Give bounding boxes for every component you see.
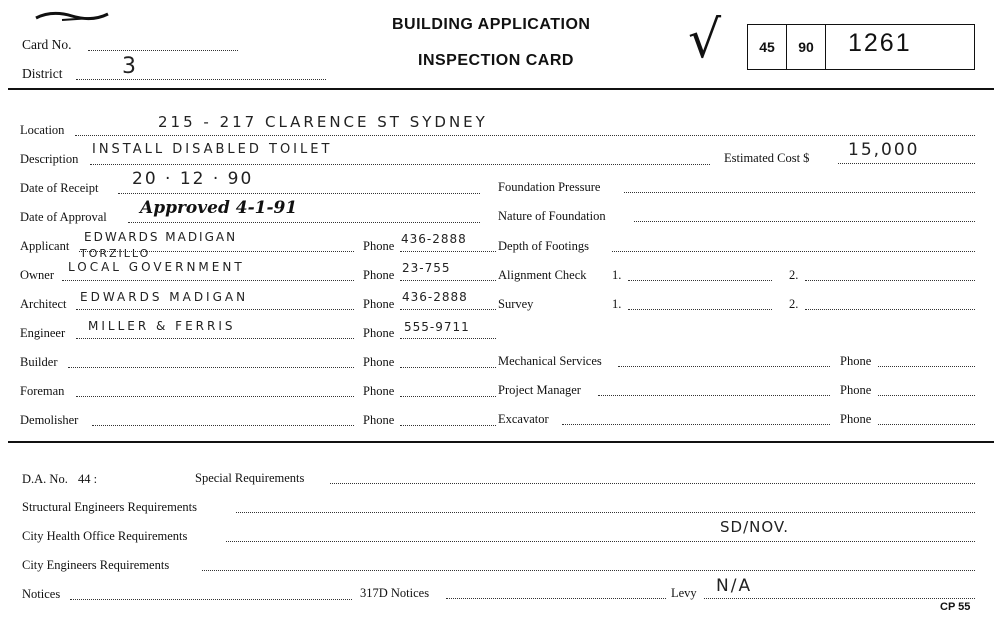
- owner-line: [62, 280, 354, 281]
- levy-label: Levy: [671, 586, 697, 600]
- architect-value: EDWARDS MADIGAN: [80, 290, 249, 304]
- owner-phone-line: [400, 280, 496, 281]
- engineer-line: [76, 338, 354, 339]
- mechanical-phone-line: [878, 366, 975, 367]
- engineer-phone-label: Phone: [363, 326, 395, 340]
- alignment-check-2: 2.: [789, 268, 799, 282]
- project-manager-phone-line: [878, 395, 975, 396]
- notices-label: Notices: [22, 587, 61, 601]
- foundation-pressure-label: Foundation Pressure: [498, 180, 601, 194]
- header-divider: [8, 88, 994, 90]
- form-code: CP 55: [940, 601, 971, 613]
- mechanical-line: [618, 366, 830, 367]
- date-approval-value: Approved 4-1-91: [140, 198, 298, 218]
- da-no-value: 44 :: [78, 472, 98, 486]
- location-line: [75, 135, 975, 136]
- title-line1: BUILDING APPLICATION: [392, 16, 591, 33]
- health-line: [226, 541, 975, 542]
- special-requirements-line: [330, 483, 975, 484]
- depth-footings-label: Depth of Footings: [498, 239, 589, 253]
- builder-phone-label: Phone: [363, 355, 395, 369]
- tick-mark: √: [688, 10, 722, 70]
- owner-phone-value: 23-755: [402, 261, 451, 275]
- foreman-phone-line: [400, 396, 496, 397]
- card-no-line: [88, 50, 238, 51]
- demolisher-phone-line: [400, 425, 496, 426]
- health-value: SD/NOV.: [720, 518, 789, 536]
- alignment-check-label: Alignment Check: [498, 268, 587, 282]
- alignment-check-line-2: [805, 280, 975, 281]
- box-number: 1261: [848, 29, 912, 57]
- excavator-label: Excavator: [498, 412, 549, 426]
- location-value: 215 - 217 CLARENCE ST SYDNEY: [158, 113, 488, 131]
- builder-phone-line: [400, 367, 496, 368]
- estimated-cost-label: Estimated Cost $: [724, 151, 810, 165]
- depth-footings-line: [612, 251, 975, 252]
- owner-phone-label: Phone: [363, 268, 395, 282]
- builder-line: [68, 367, 354, 368]
- architect-phone-label: Phone: [363, 297, 395, 311]
- estimated-cost-value: 15,000: [848, 140, 920, 160]
- owner-value: LOCAL GOVERNMENT: [68, 260, 245, 274]
- district-label: District: [22, 66, 63, 81]
- structural-label: Structural Engineers Requirements: [22, 500, 197, 514]
- notices-317d-label: 317D Notices: [360, 586, 430, 600]
- survey-1: 1.: [612, 297, 622, 311]
- da-no-label: D.A. No.: [22, 472, 68, 486]
- applicant-label: Applicant: [20, 239, 70, 253]
- architect-label: Architect: [20, 297, 67, 311]
- builder-label: Builder: [20, 355, 58, 369]
- special-requirements-label: Special Requirements: [195, 471, 305, 485]
- foreman-line: [76, 396, 354, 397]
- survey-line-2: [805, 309, 975, 310]
- project-manager-line: [598, 395, 830, 396]
- city-engineers-label: City Engineers Requirements: [22, 558, 170, 572]
- date-receipt-label: Date of Receipt: [20, 181, 99, 195]
- foundation-pressure-line: [624, 192, 975, 193]
- owner-label: Owner: [20, 268, 55, 282]
- title-line2: INSPECTION CARD: [418, 52, 574, 69]
- foreman-phone-label: Phone: [363, 384, 395, 398]
- architect-phone-value: 436-2888: [402, 290, 468, 304]
- estimated-cost-line: [838, 163, 975, 164]
- date-approval-label: Date of Approval: [20, 210, 107, 224]
- engineer-phone-line: [400, 338, 496, 339]
- district-line: [76, 79, 326, 80]
- excavator-phone-label: Phone: [840, 412, 872, 426]
- scribble-mark: [32, 8, 112, 24]
- survey-line-1: [628, 309, 772, 310]
- survey-label: Survey: [498, 297, 534, 311]
- alignment-check-line-1: [628, 280, 772, 281]
- engineer-phone-value: 555-9711: [404, 320, 470, 334]
- survey-2: 2.: [789, 297, 799, 311]
- demolisher-phone-label: Phone: [363, 413, 395, 427]
- applicant-value2: TORZILLO: [80, 247, 151, 260]
- description-line: [90, 164, 710, 165]
- city-engineers-line: [202, 570, 975, 571]
- box-cell-1: 45: [748, 25, 787, 69]
- levy-line: [704, 598, 975, 599]
- alignment-check-1: 1.: [612, 268, 622, 282]
- foreman-label: Foreman: [20, 384, 65, 398]
- mechanical-label: Mechanical Services: [498, 354, 602, 368]
- engineer-value: MILLER & FERRIS: [88, 319, 236, 333]
- nature-foundation-label: Nature of Foundation: [498, 209, 606, 223]
- mechanical-phone-label: Phone: [840, 354, 872, 368]
- excavator-line: [562, 424, 830, 425]
- box-cell-2: 90: [787, 25, 826, 69]
- description-label: Description: [20, 152, 79, 166]
- applicant-phone-label: Phone: [363, 239, 395, 253]
- description-value: INSTALL DISABLED TOILET: [92, 142, 333, 157]
- date-receipt-value: 20 · 12 · 90: [132, 169, 254, 189]
- demolisher-line: [92, 425, 354, 426]
- applicant-phone-value: 436-2888: [401, 232, 467, 246]
- architect-phone-line: [400, 309, 496, 310]
- date-receipt-line: [118, 193, 480, 194]
- demolisher-label: Demolisher: [20, 413, 79, 427]
- date-approval-line: [128, 222, 480, 223]
- excavator-phone-line: [878, 424, 975, 425]
- mid-divider: [8, 441, 994, 443]
- engineer-label: Engineer: [20, 326, 66, 340]
- applicant-value: EDWARDS MADIGAN: [84, 230, 238, 244]
- project-manager-label: Project Manager: [498, 383, 581, 397]
- card-number-box: [747, 24, 975, 70]
- notices-line: [70, 599, 352, 600]
- applicant-phone-line: [400, 251, 496, 252]
- structural-line: [236, 512, 975, 513]
- top-scribble: [32, 8, 112, 29]
- nature-foundation-line: [634, 221, 975, 222]
- card-no-label: Card No.: [22, 37, 72, 52]
- health-label: City Health Office Requirements: [22, 529, 188, 543]
- levy-value: N/A: [716, 576, 753, 596]
- district-value: 3: [122, 54, 138, 79]
- architect-line: [76, 309, 354, 310]
- notices-317d-line: [446, 598, 666, 599]
- location-label: Location: [20, 123, 65, 137]
- project-manager-phone-label: Phone: [840, 383, 872, 397]
